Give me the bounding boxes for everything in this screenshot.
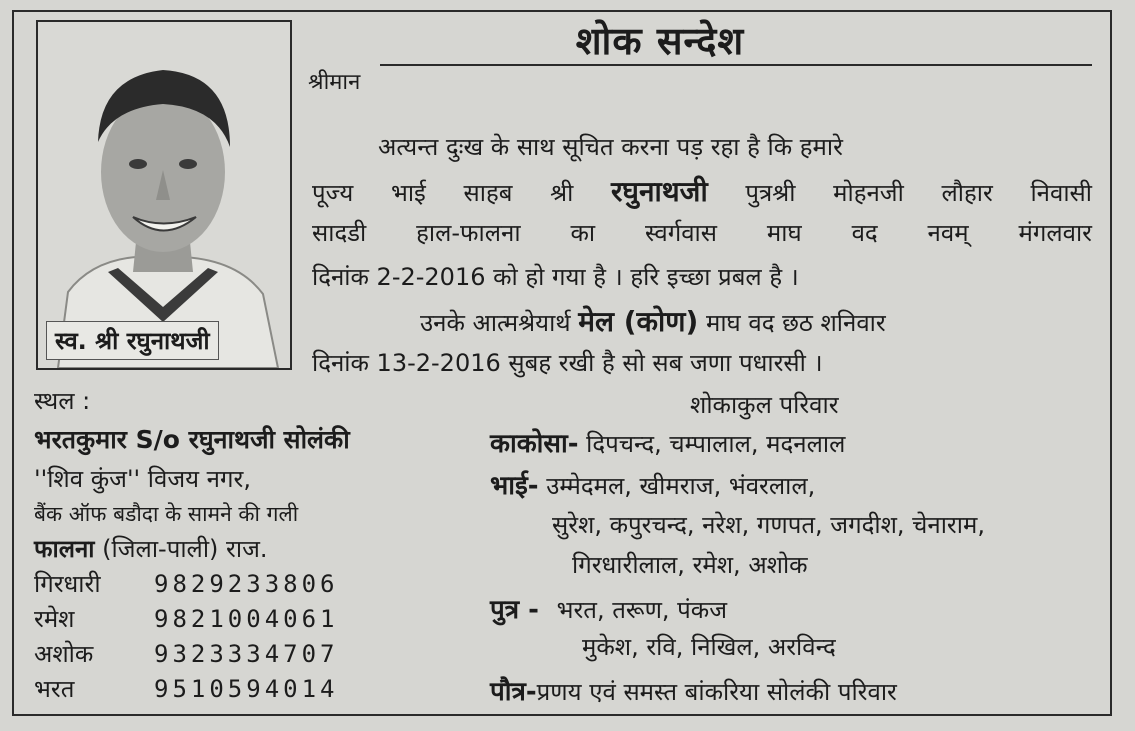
paragraph2-line1-pre: उनके आत्मश्रेयार्थ	[420, 309, 571, 337]
phone-row	[34, 601, 339, 636]
paragraph1-line2	[312, 172, 1092, 210]
paragraph2-line2: दिनांक 13-2-2016 सुबह रखी है सो सब जणा पधारसी ।	[312, 349, 823, 377]
notice-title: शोक सन्देश	[575, 19, 745, 63]
bhai-label: भाई-	[490, 471, 539, 501]
phone-number: 9829233806	[154, 569, 339, 598]
phone-row	[34, 671, 339, 706]
family-kakosa	[490, 424, 845, 460]
portrait-photo	[36, 20, 292, 370]
phone-list	[34, 566, 339, 706]
place-label: स्थल :	[34, 387, 91, 415]
putra-line2: मुकेश, रवि, निखिल, अरविन्द	[582, 633, 836, 661]
place-address1: ''शिव कुंज'' विजय नगर,	[34, 465, 251, 493]
place-name: भरतकुमार S/o रघुनाथजी सोलंकी	[34, 425, 350, 454]
photo-caption: स्व. श्री रघुनाथजी	[46, 321, 219, 360]
phone-number: 9821004061	[154, 604, 339, 633]
phone-row	[34, 566, 339, 601]
phone-contact-name: रमेश	[34, 605, 75, 633]
portrait-illustration	[38, 22, 290, 368]
ritual-name: मेल (कोण)	[578, 305, 699, 338]
paragraph2-line1	[420, 302, 886, 340]
sign-heading: शोकाकुल परिवार	[690, 391, 839, 419]
paragraph1-line1: अत्यन्त दुःख के साथ सूचित करना पड़ रहा है कि हमारे	[378, 133, 843, 161]
family-bhai	[490, 466, 815, 502]
place-city-rest: (जिला-पाली) राज.	[102, 535, 268, 563]
pautra-text: प्रणय एवं समस्त बांकरिया सोलंकी परिवार	[536, 678, 897, 706]
phone-contact-name: अशोक	[34, 640, 94, 668]
kakosa-label: काकोसा-	[490, 429, 579, 459]
paragraph1-line2-pre: पूज्य भाई साहब श्री	[312, 179, 574, 207]
bhai-line2: सुरेश, कपुरचन्द, नरेश, गणपत, जगदीश, चेनाराम,	[552, 511, 985, 539]
deceased-name: रघुनाथजी	[610, 175, 708, 208]
bhai-line3: गिरधारीलाल, रमेश, अशोक	[572, 551, 808, 579]
phone-contact-name: गिरधारी	[34, 570, 101, 598]
place-city	[34, 532, 268, 565]
putra-line1: भरत, तरूण, पंकज	[556, 596, 728, 624]
salutation: श्रीमान	[308, 70, 361, 95]
paragraph1-line3: सादडी हाल-फालना का स्वर्गवास माघ वद नवम् मंगलवार	[312, 219, 1092, 247]
phone-number: 9323334707	[154, 639, 339, 668]
family-pautra	[490, 672, 897, 708]
phone-contact-name: भरत	[34, 675, 75, 703]
bhai-line1: उम्मेदमल, खीमराज, भंवरलाल,	[546, 472, 816, 500]
putra-label: पुत्र -	[490, 595, 539, 625]
title-underline	[380, 64, 1092, 66]
paragraph1-line2-post: पुत्रश्री मोहनजी लौहार निवासी	[745, 179, 1092, 207]
place-address2: बैंक ऑफ बडौदा के सामने की गली	[34, 502, 299, 526]
family-putra	[490, 590, 727, 626]
pautra-label: पौत्र-	[490, 677, 537, 707]
paragraph1-line4: दिनांक 2-2-2016 को हो गया है । हरि इच्छा प्रबल है ।	[312, 263, 799, 291]
paragraph2-line1-post: माघ वद छठ शनिवार	[705, 309, 886, 337]
kakosa-names: दिपचन्द, चम्पालाल, मदनलाल	[586, 430, 846, 458]
place-city-bold: फालना	[34, 535, 95, 563]
phone-number: 9510594014	[154, 674, 339, 703]
phone-row	[34, 636, 339, 671]
